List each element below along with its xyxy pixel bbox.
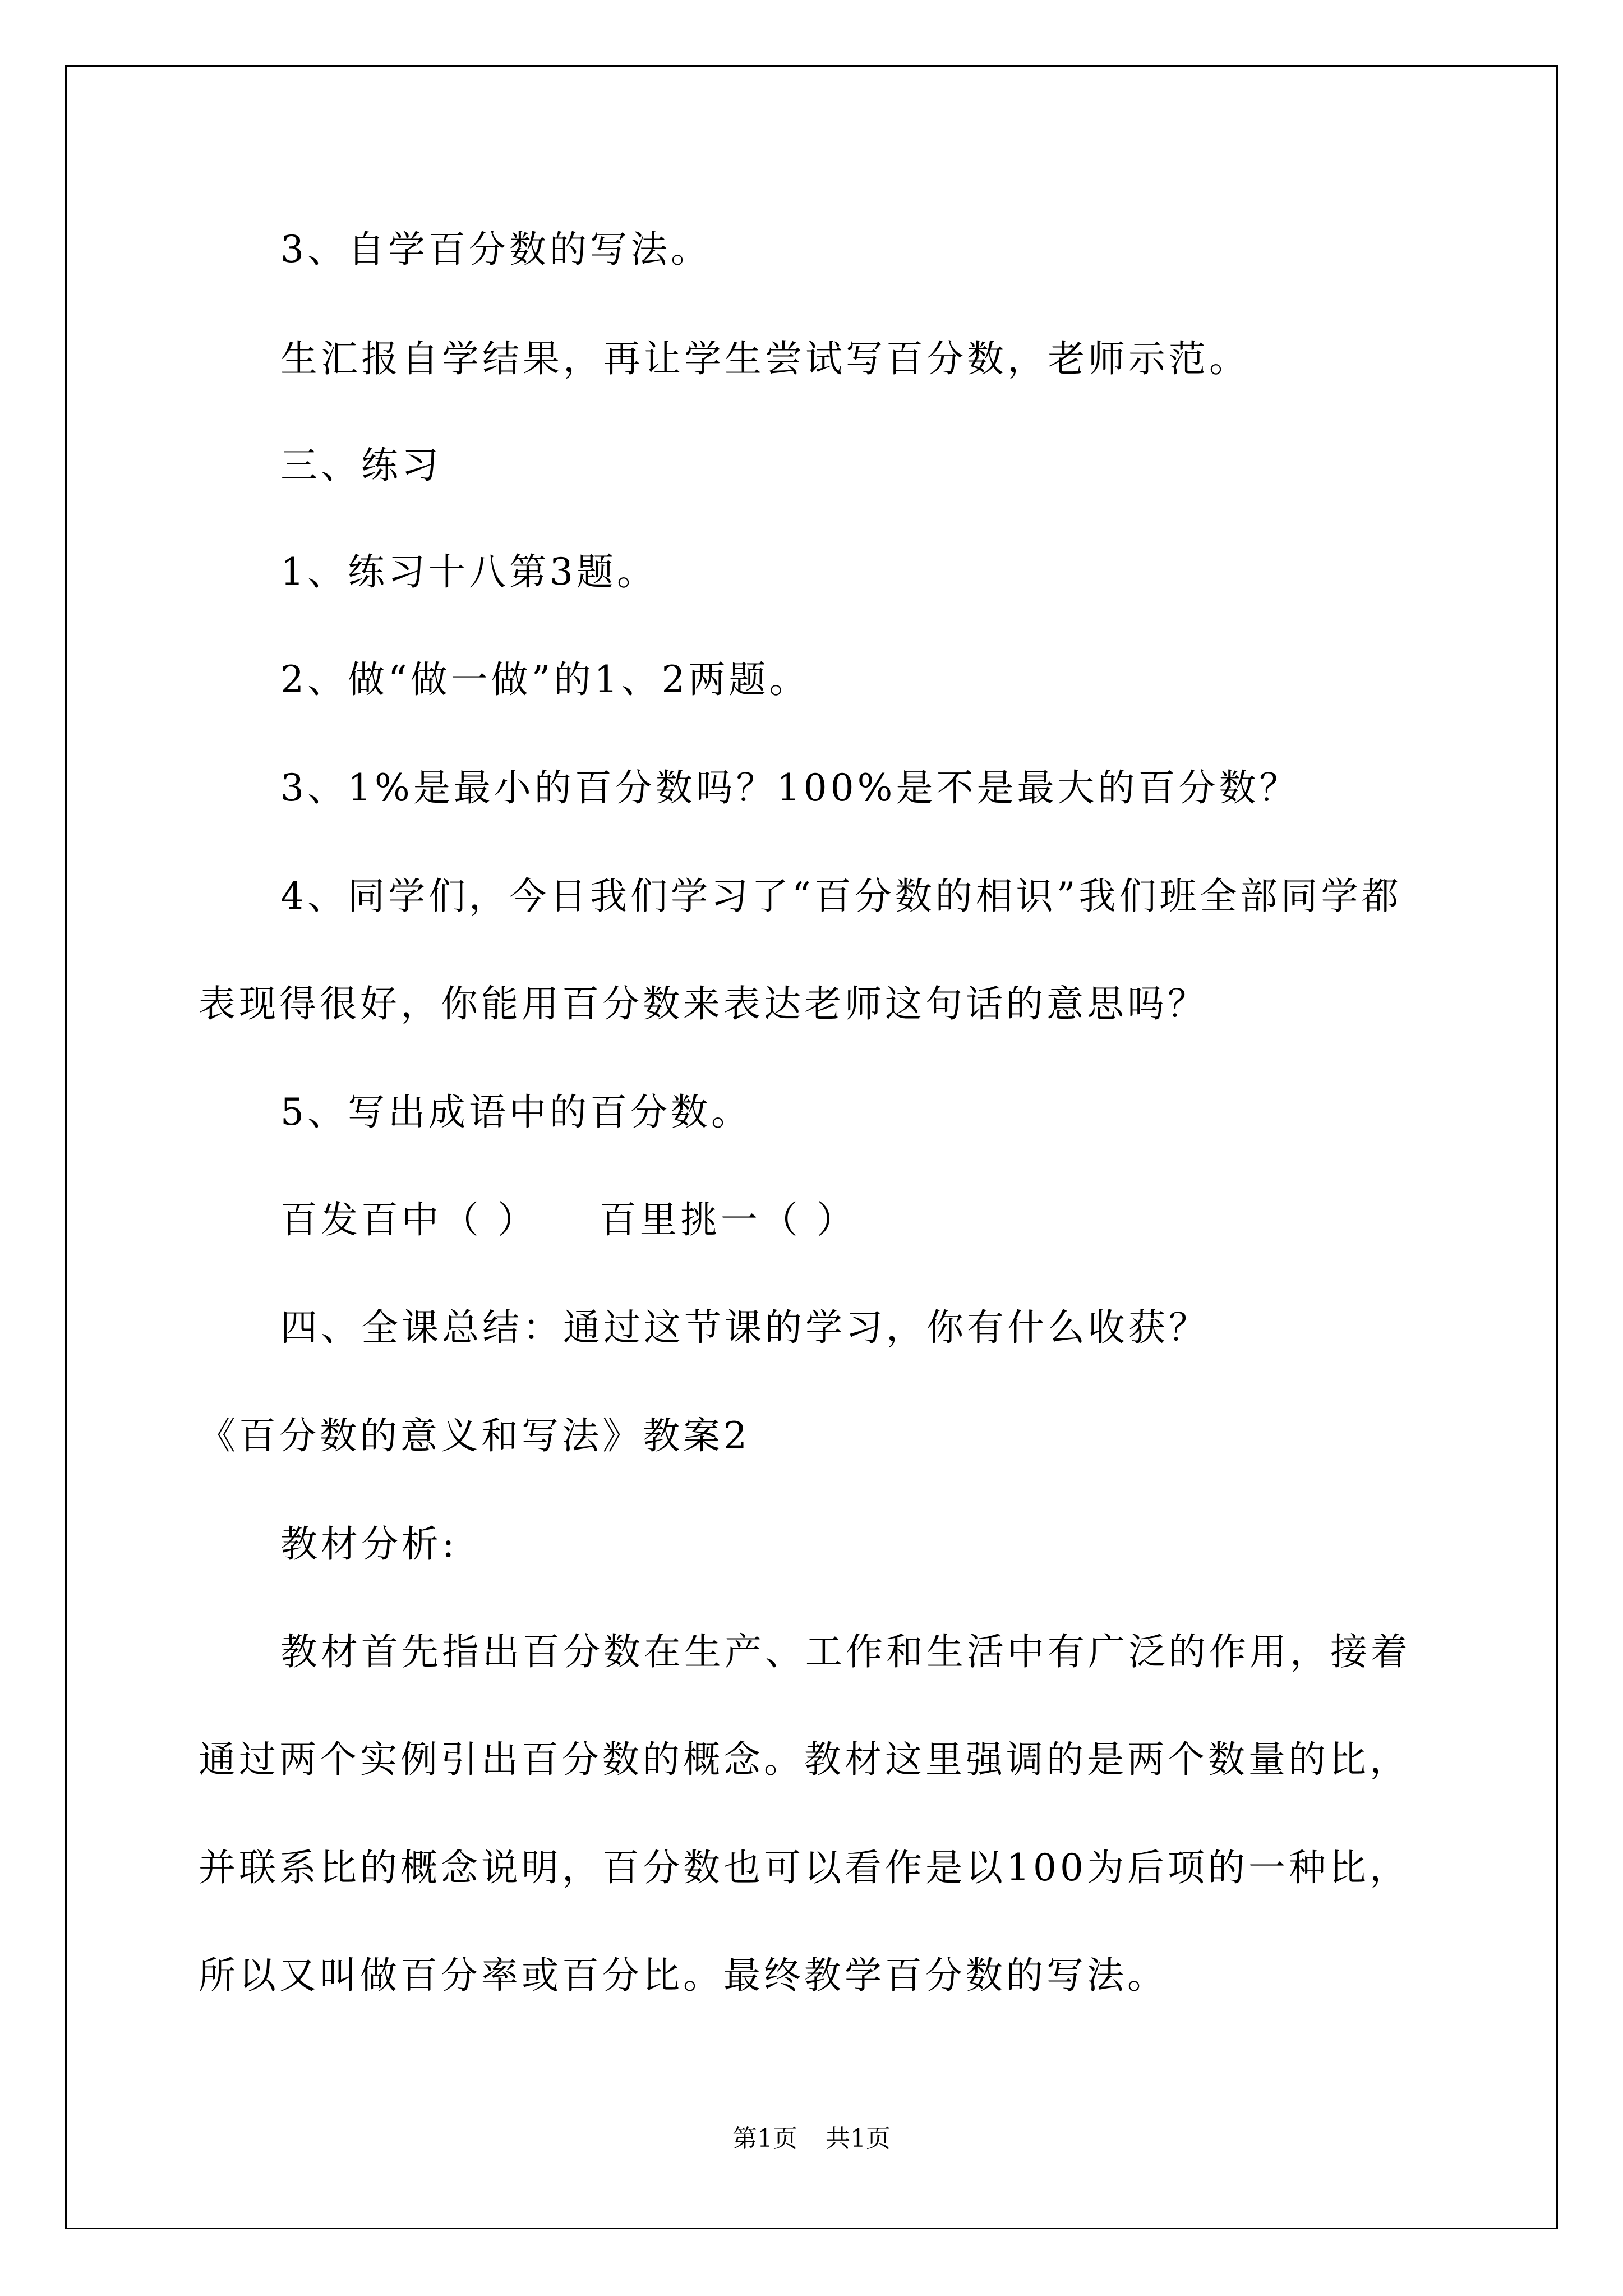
page-total: 共1页 <box>826 2124 891 2153</box>
page-footer <box>0 2123 1623 2155</box>
idiom-blanks <box>280 1198 857 1243</box>
paragraph-material-2: 通过两个实例引出百分数的概念。教材这里强调的是两个数量的比， <box>199 1738 1410 1781</box>
paragraph-student-report: 生汇报自学结果，再让学生尝试写百分数，老师示范。 <box>280 337 1249 380</box>
paragraph-exercise-1: 1、练习十八第3题。 <box>280 550 657 593</box>
section-heading-summary: 四、全课总结：通过这节课的学习，你有什么收获？ <box>280 1306 1209 1349</box>
page-number: 第1页 <box>732 2124 797 2153</box>
paragraph-exercise-2: 2、做“做一做”的1、2两题。 <box>280 658 810 701</box>
paragraph-exercise-4: 4、同学们，今日我们学习了“百分数的相识”我们班全部同学都 <box>280 875 1402 918</box>
paragraph-material-3: 并联系比的概念说明，百分数也可以看作是以100为后项的一种比， <box>199 1846 1410 1889</box>
paragraph-self-study-writing: 3、自学百分数的写法。 <box>280 228 711 271</box>
paragraph-exercise-5: 5、写出成语中的百分数。 <box>280 1091 751 1134</box>
paragraph-material-4: 所以又叫做百分率或百分比。最终教学百分数的写法。 <box>199 1954 1168 1997</box>
lesson-plan-title: 《百分数的意义和写法》教案2 <box>199 1414 750 1457</box>
section-heading-practice: 三、练习 <box>280 444 442 487</box>
section-heading-material-analysis: 教材分析: <box>280 1522 458 1566</box>
paragraph-exercise-4-cont: 表现得很好，你能用百分数来表达老师这句话的意思吗？ <box>199 982 1208 1025</box>
page-border <box>65 65 1558 2229</box>
paragraph-material-1: 教材首先指出百分数在生产、工作和生活中有广泛的作用，接着 <box>280 1630 1411 1673</box>
idiom-baifabaizhong: 百发百中（ ） <box>280 1198 538 1241</box>
paragraph-exercise-3: 3、1%是最小的百分数吗？100%是不是最大的百分数？ <box>280 766 1300 809</box>
idiom-bailitiaoyi: 百里挑一（ ） <box>599 1198 857 1241</box>
